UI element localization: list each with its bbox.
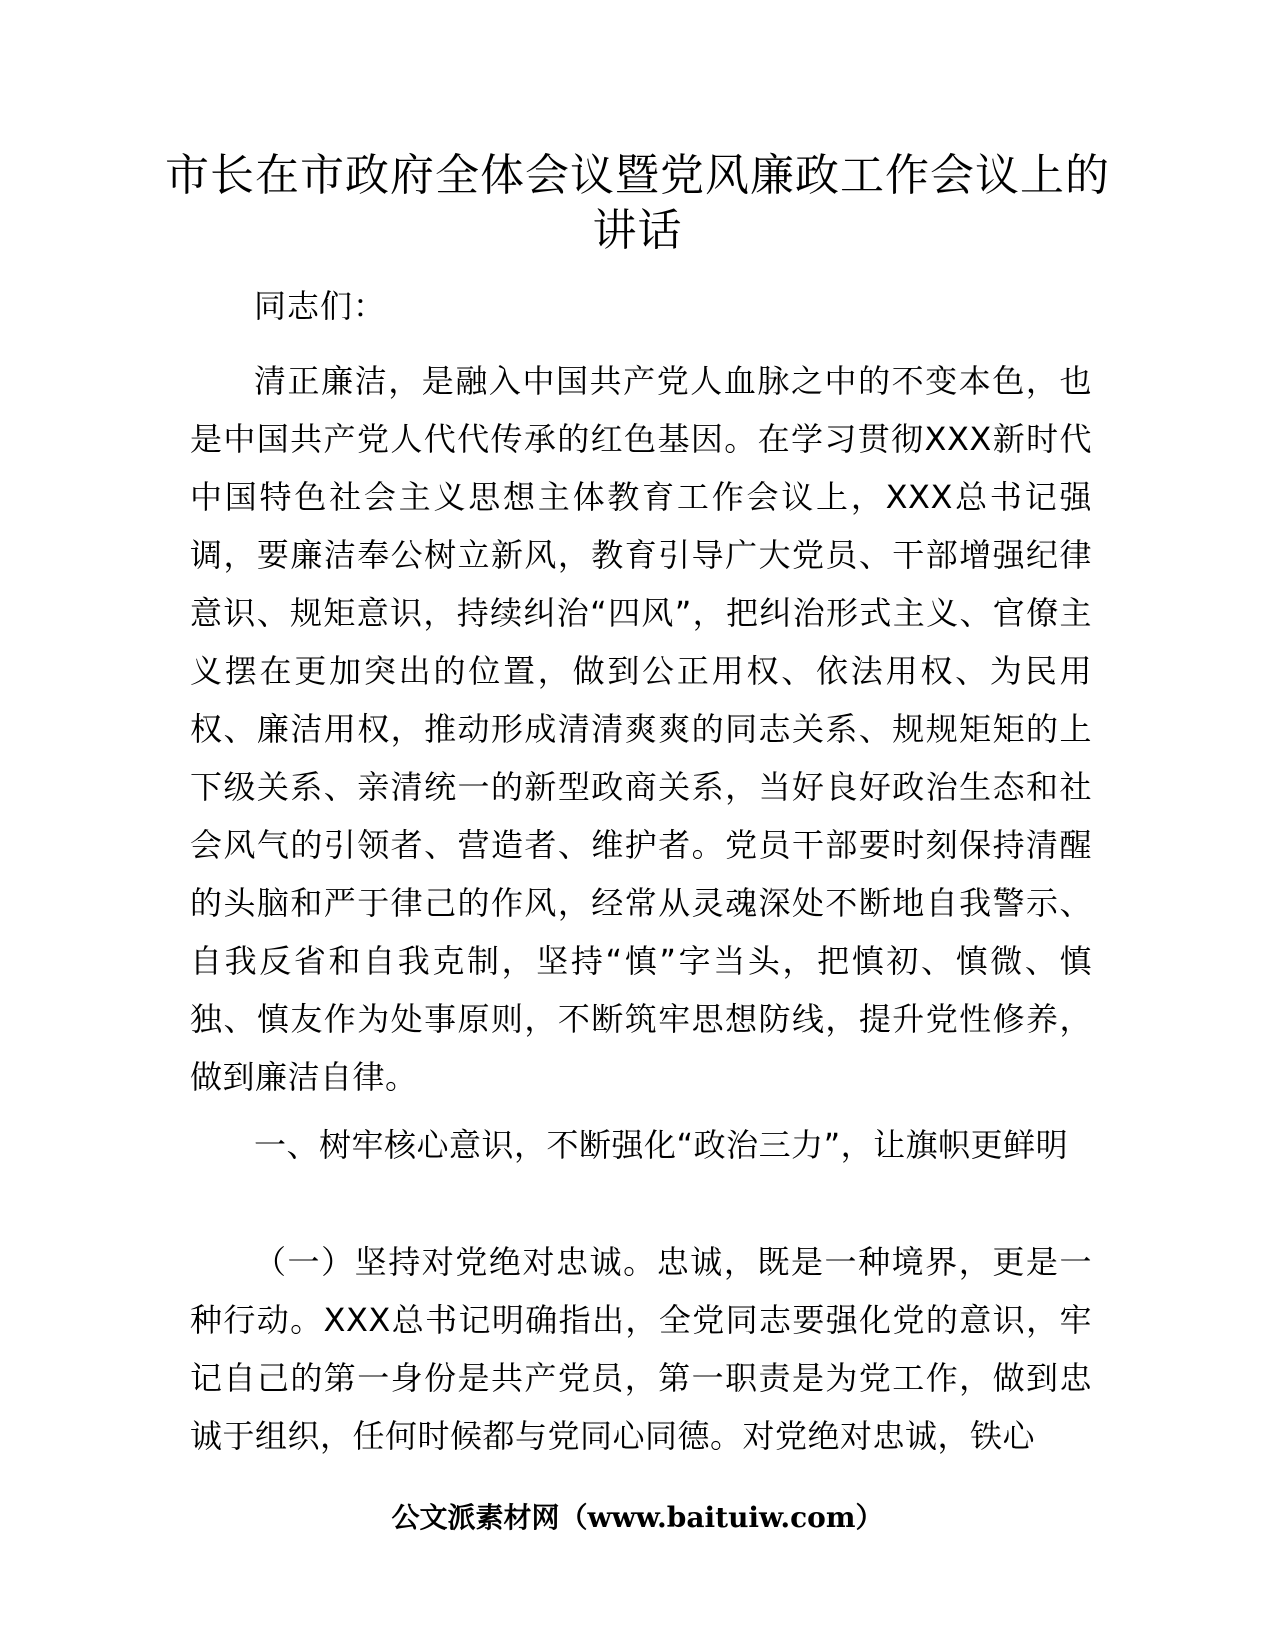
greeting: 同志们： — [254, 287, 387, 325]
document-title: 市长在市政府全体会议暨党风廉政工作会议上的讲话 — [165, 150, 1110, 256]
body-paragraph: （一）坚持对党绝对忠诚。忠诚，既是一种境界，更是一种行动。XXX总书记明确指出，全党同志要强化党的意识，牢记自己的第一身份是共产党员，第一职责是为党工作，做到忠诚于组织，任何时候都与党同心同德。对党绝对忠诚，铁心 — [190, 1243, 1092, 1455]
footer-watermark: 公文派素材网（www.baituiw.com） — [391, 1501, 884, 1534]
section-heading: 一、树牢核心意识，不断强化“政治三力”，让旗帜更鲜明 — [254, 1126, 1069, 1164]
body-paragraph: 清正廉洁，是融入中国共产党人血脉之中的不变本色，也是中国共产党人代代传承的红色基因。在学习贯彻XXX新时代中国特色社会主义思想主体教育工作会议上，XXX总书记强调，要廉洁奉公树立新风，教育引导广大党员、干部增强纪律意识、规矩意识，持续纠治“四风”，把纠治形式主义、官僚主义摆在更加突出的位置，做到公正用权、依法用权、为民用权、廉洁用权，推动形成清清爽爽的同志关系、规规矩矩的上下级关系、亲清统一的新型政商关系，当好良好政治生态和社会风气的引领者、营造者、维护者。党员干部要时刻保持清醒的头脑和严于律己的作风，经常从灵魂深处不断地自我警示、自我反省和自我克制，坚持“慎”字当头，把慎初、慎微、慎独、慎友作为处事原则，不断筑牢思想防线，提升党性修养，做到廉洁自律。 — [190, 362, 1092, 1096]
